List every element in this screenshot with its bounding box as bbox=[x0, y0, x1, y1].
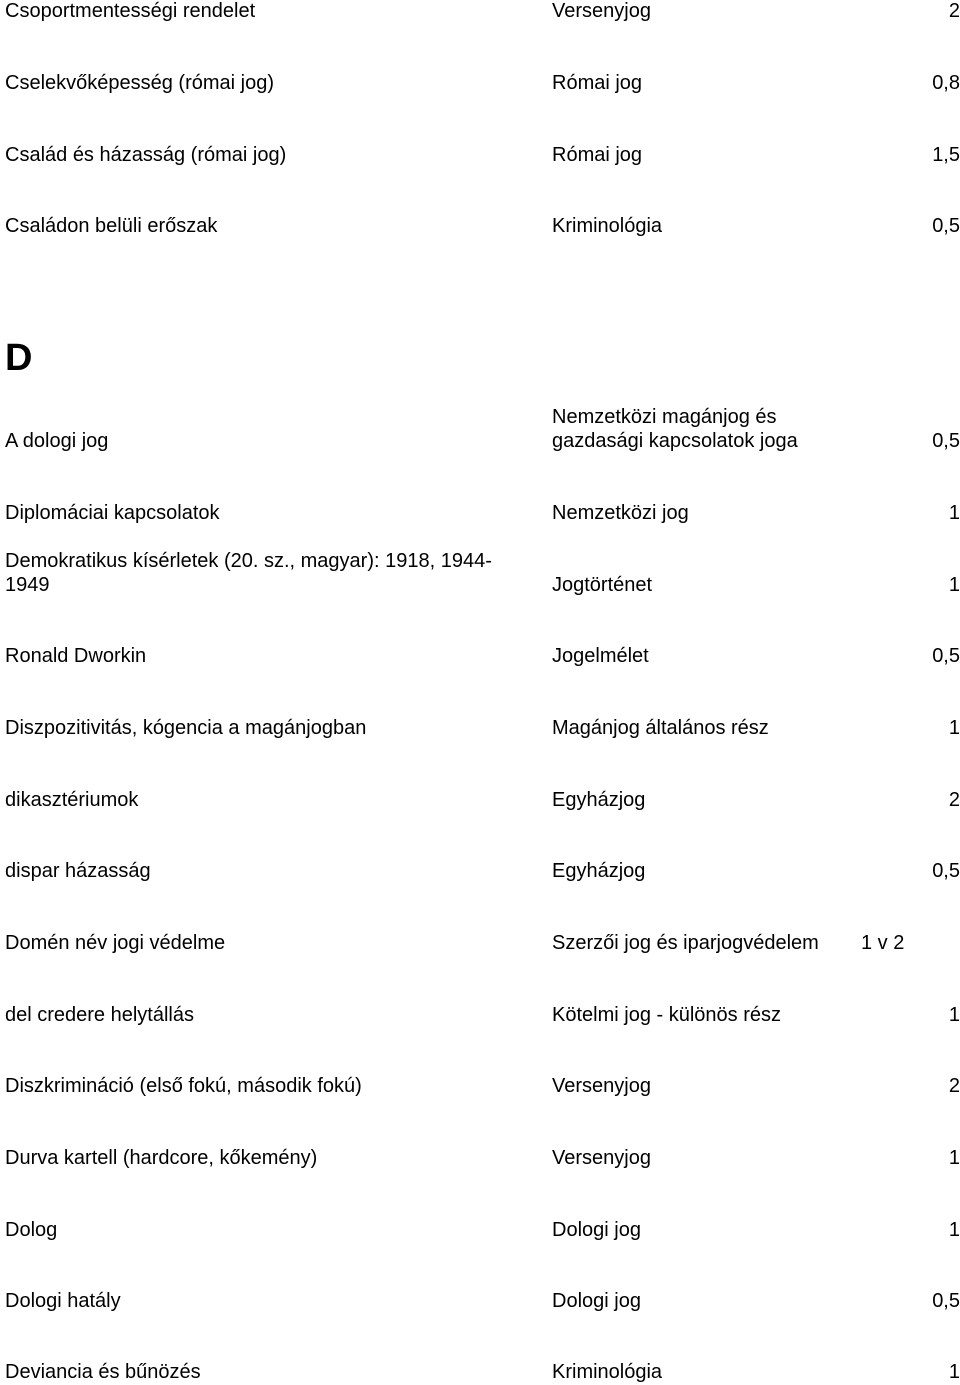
subject-cell: Dologi jog bbox=[552, 1290, 641, 1312]
term-cell: Család és házasság (római jog) bbox=[5, 144, 287, 166]
term-cell: dispar házasság bbox=[5, 860, 151, 882]
subject-cell: Versenyjog bbox=[552, 1075, 651, 1097]
term-cell: Domén név jogi védelme bbox=[5, 932, 226, 954]
term-cell: Demokratikus kísérletek (20. sz., magyar): 1918, 1944- 1949 bbox=[5, 550, 492, 596]
credit-cell: 1,5 bbox=[932, 144, 960, 166]
credit-cell: 2 bbox=[948, 789, 960, 811]
subject-cell: Római jog bbox=[552, 72, 643, 94]
subject-cell: Jogelmélet bbox=[552, 645, 649, 667]
credit-cell: 1 v 2 bbox=[861, 932, 905, 954]
subject-cell: Kötelmi jog - különös rész bbox=[552, 1004, 781, 1026]
subject-cell: Római jog bbox=[552, 144, 643, 166]
subject-cell: Egyházjog bbox=[552, 789, 646, 811]
subject-cell: Nemzetközi magánjog és gazdasági kapcsolatok joga bbox=[552, 406, 798, 452]
subject-cell: Egyházjog bbox=[552, 860, 646, 882]
subject-cell: Kriminológia bbox=[552, 215, 663, 237]
credit-cell: 1 bbox=[948, 1219, 960, 1241]
credit-cell: 0,5 bbox=[932, 215, 960, 237]
term-cell: Csoportmentességi rendelet bbox=[5, 0, 256, 22]
credit-cell: 1 bbox=[948, 1147, 960, 1169]
subject-cell: Magánjog általános rész bbox=[552, 717, 769, 739]
term-cell: Cselekvőképesség (római jog) bbox=[5, 72, 275, 94]
credit-cell: 0,5 bbox=[932, 430, 960, 452]
credit-cell: 0,5 bbox=[932, 645, 960, 667]
subject-cell: Versenyjog bbox=[552, 0, 651, 22]
credit-cell: 0,5 bbox=[932, 1290, 960, 1312]
term-cell: Dolog bbox=[5, 1219, 58, 1241]
credit-cell: 1 bbox=[948, 502, 960, 524]
credit-cell: 0,8 bbox=[932, 72, 960, 94]
term-cell: del credere helytállás bbox=[5, 1004, 194, 1026]
credit-cell: 0,5 bbox=[932, 860, 960, 882]
term-cell: dikasztériumok bbox=[5, 789, 139, 811]
term-cell: Ronald Dworkin bbox=[5, 645, 147, 667]
term-cell: Durva kartell (hardcore, kőkemény) bbox=[5, 1147, 318, 1169]
credit-cell: 1 bbox=[948, 1361, 960, 1383]
subject-cell: Versenyjog bbox=[552, 1147, 651, 1169]
term-cell: Diszkrimináció (első fokú, második fokú) bbox=[5, 1075, 362, 1097]
credit-cell: 1 bbox=[948, 574, 960, 596]
term-cell: Diszpozitivitás, kógencia a magánjogban bbox=[5, 717, 367, 739]
credit-cell: 1 bbox=[948, 717, 960, 739]
subject-cell: Jogtörténet bbox=[552, 574, 653, 596]
credit-cell: 1 bbox=[948, 1004, 960, 1026]
term-cell: Diplomáciai kapcsolatok bbox=[5, 502, 220, 524]
section-letter-heading: D bbox=[5, 337, 33, 379]
subject-cell: Kriminológia bbox=[552, 1361, 663, 1383]
subject-cell: Dologi jog bbox=[552, 1219, 641, 1241]
term-cell: A dologi jog bbox=[5, 430, 109, 452]
subject-cell: Nemzetközi jog bbox=[552, 502, 689, 524]
credit-cell: 2 bbox=[948, 1075, 960, 1097]
subject-cell: Szerzői jog és iparjogvédelem bbox=[552, 932, 819, 954]
term-cell: Deviancia és bűnözés bbox=[5, 1361, 201, 1383]
credit-cell: 2 bbox=[948, 0, 960, 22]
term-cell: Családon belüli erőszak bbox=[5, 215, 218, 237]
term-cell: Dologi hatály bbox=[5, 1290, 121, 1312]
